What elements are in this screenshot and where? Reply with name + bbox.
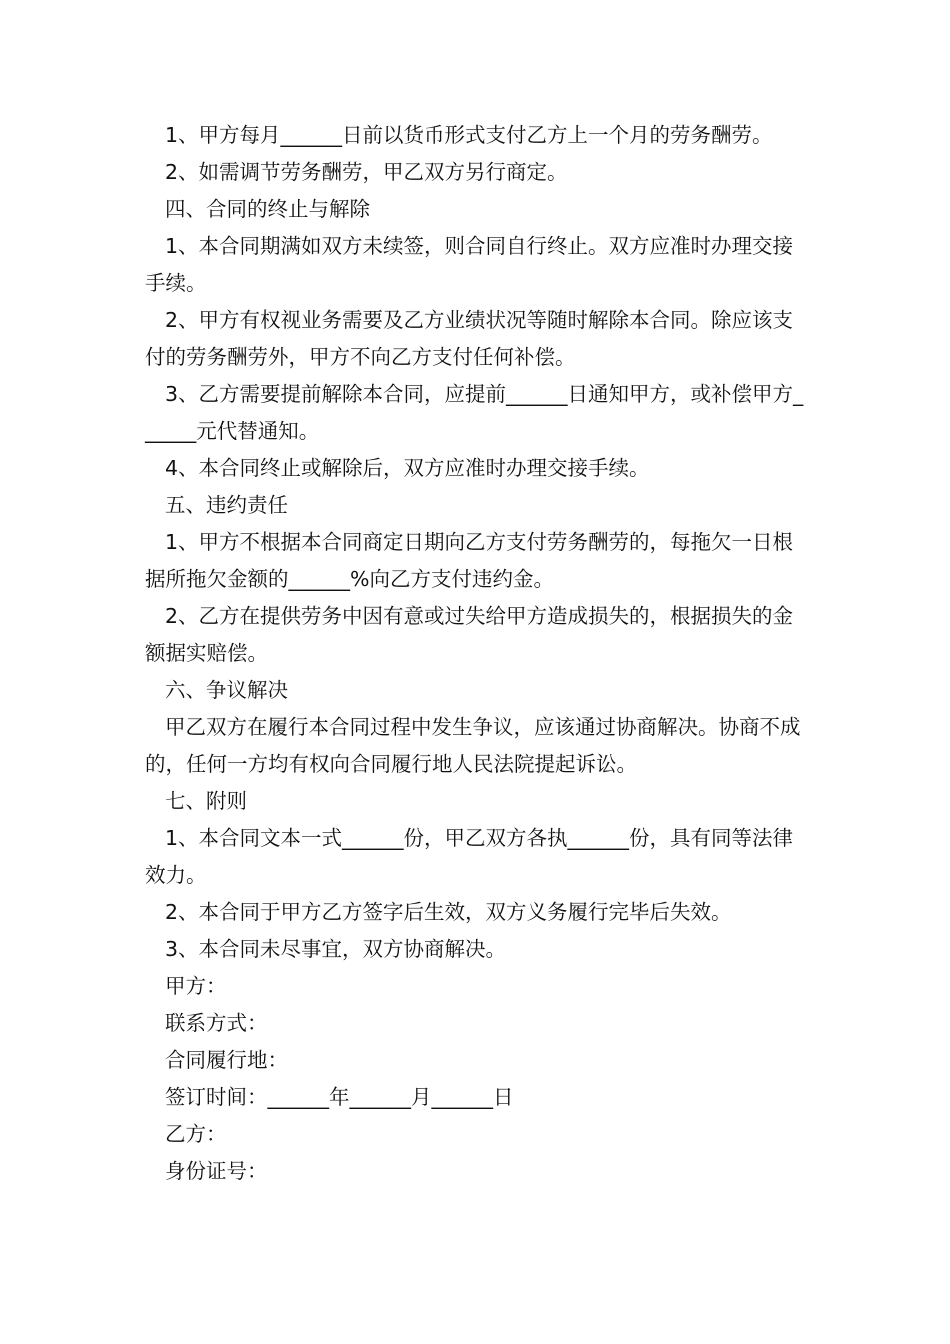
contract-body [145,117,810,1190]
clause-breach-party-b: 2、乙方在提供劳务中因有意或过失给甲方造成损失的，根据损失的金额据实赔偿。 [145,604,794,665]
signature-party-a: 甲方： [165,974,227,998]
clause-appendix-effective: 2、本合同于甲方乙方签字后生效，双方义务履行完毕后失效。 [165,900,732,924]
clause-termination-party-a: 2、甲方有权视业务需要及乙方业绩状况等随时解除本合同。除应该支付的劳务酬劳外，甲方不向乙方支付任何补偿。 [145,308,794,369]
clause-termination-expiry: 1、本合同期满如双方未续签，则合同自行终止。双方应准时办理交接手续。 [145,234,794,295]
clause-breach-party-a: 1、甲方不根据本合同商定日期向乙方支付劳务酬劳的，每拖欠一日根据所拖欠金额的______%向乙方支付违约金。 [145,530,794,591]
clause-payment-date: 1、甲方每月______日前以货币形式支付乙方上一个月的劳务酬劳。 [165,123,773,147]
clause-termination-handover: 4、本合同终止或解除后，双方应准时办理交接手续。 [165,456,650,480]
signature-party-b: 乙方： [165,1122,227,1146]
clause-termination-party-b: 3、乙方需要提前解除本合同，应提前______日通知甲方，或补偿甲方______元代替通知。 [145,382,804,443]
signature-location: 合同履行地： [165,1048,288,1072]
section-heading-termination: 四、合同的终止与解除 [165,197,370,221]
signature-id-number: 身份证号： [165,1159,268,1183]
signature-contact: 联系方式： [165,1011,268,1035]
clause-appendix-other: 3、本合同未尽事宜，双方协商解决。 [165,937,507,961]
section-heading-dispute: 六、争议解决 [165,678,288,702]
signature-date: 签订时间：______年______月______日 [165,1085,514,1109]
section-heading-breach: 五、违约责任 [165,493,288,517]
clause-payment-adjust: 2、如需调节劳务酬劳，甲乙双方另行商定。 [165,160,568,184]
clause-dispute-resolution: 甲乙双方在履行本合同过程中发生争议，应该通过协商解决。协商不成的，任何一方均有权向合同履行地人民法院提起诉讼。 [145,715,801,776]
clause-appendix-copies: 1、本合同文本一式______份，甲乙双方各执______份，具有同等法律效力。 [145,826,794,887]
section-heading-appendix: 七、附则 [165,789,247,813]
